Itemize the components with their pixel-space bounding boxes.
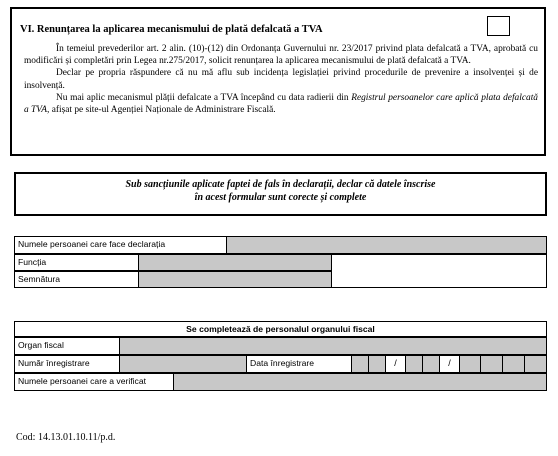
date-day-digit-2[interactable] bbox=[368, 355, 386, 373]
date-year-digit-3[interactable] bbox=[502, 355, 525, 373]
fiscal-section-header: Se completează de personalul organului fiscal bbox=[14, 321, 547, 337]
registration-date-label: Data înregistrare bbox=[246, 355, 352, 373]
date-year-digit-2[interactable] bbox=[480, 355, 503, 373]
form-code: Cod: 14.13.01.10.11/p.d. bbox=[16, 432, 116, 443]
registry-name: Registrul persoanelor care aplică plata defalcată a TVA bbox=[24, 92, 538, 116]
paragraph-radiation-text-a: Nu mai aplic mecanismul plății defalcate a TVA începând cu data radierii din bbox=[56, 92, 352, 103]
verifier-name-field[interactable] bbox=[173, 373, 547, 391]
date-month-digit-2[interactable] bbox=[422, 355, 440, 373]
date-month-digit-1[interactable] bbox=[405, 355, 423, 373]
fiscal-organ-label: Organ fiscal bbox=[14, 337, 120, 355]
stamp-area bbox=[331, 254, 547, 288]
function-label: Funcția bbox=[14, 254, 139, 271]
declaration-line-1: Sub sancțiunile aplicate faptei de fals în declarații, declar că datele înscrise bbox=[125, 179, 436, 190]
declaration-text bbox=[14, 178, 547, 204]
section-vi-title: VI. Renunțarea la aplicarea mecanismului de plată defalcată a TVA bbox=[20, 24, 323, 35]
date-year-digit-1[interactable] bbox=[459, 355, 481, 373]
date-day-digit-1[interactable] bbox=[351, 355, 369, 373]
signatory-name-field[interactable] bbox=[226, 236, 547, 254]
verifier-name-label: Numele persoanei care a verificat bbox=[14, 373, 174, 391]
registration-number-label: Număr înregistrare bbox=[14, 355, 120, 373]
date-separator-2: / bbox=[439, 355, 460, 373]
signature-label: Semnătura bbox=[14, 271, 139, 288]
function-field[interactable] bbox=[138, 254, 332, 271]
paragraph-radiation-text-b: , afișat pe site-ul Agenției Naționale de Administrare Fiscală. bbox=[47, 105, 276, 116]
date-separator-1: / bbox=[385, 355, 406, 373]
section-vi-body bbox=[24, 43, 538, 116]
signature-field[interactable] bbox=[138, 271, 332, 288]
paragraph-radiation bbox=[24, 92, 538, 116]
paragraph-insolvency: Declar pe propria răspundere că nu mă aflu sub incidența legislației privind procedurile de prevenire a insolvenței și de insolvență. bbox=[24, 68, 538, 91]
section-vi-checkbox[interactable] bbox=[487, 16, 510, 36]
registration-number-field[interactable] bbox=[119, 355, 247, 373]
paragraph-legal-basis: În temeiul prevederilor art. 2 alin. (10)-(12) din Ordonanța Guvernului nr. 23/2017 privind plata defalcată a TVA, aprobată cu modificări și completări prin Legea nr.275/2017, solicit renunțarea la aplicarea mecanismului de plată defalcată a TVA. bbox=[24, 44, 538, 67]
declaration-line-2: în acest formular sunt corecte și complete bbox=[194, 192, 367, 203]
signatory-name-label: Numele persoanei care face declarația bbox=[14, 236, 227, 254]
date-year-digit-4[interactable] bbox=[524, 355, 547, 373]
fiscal-organ-field[interactable] bbox=[119, 337, 547, 355]
